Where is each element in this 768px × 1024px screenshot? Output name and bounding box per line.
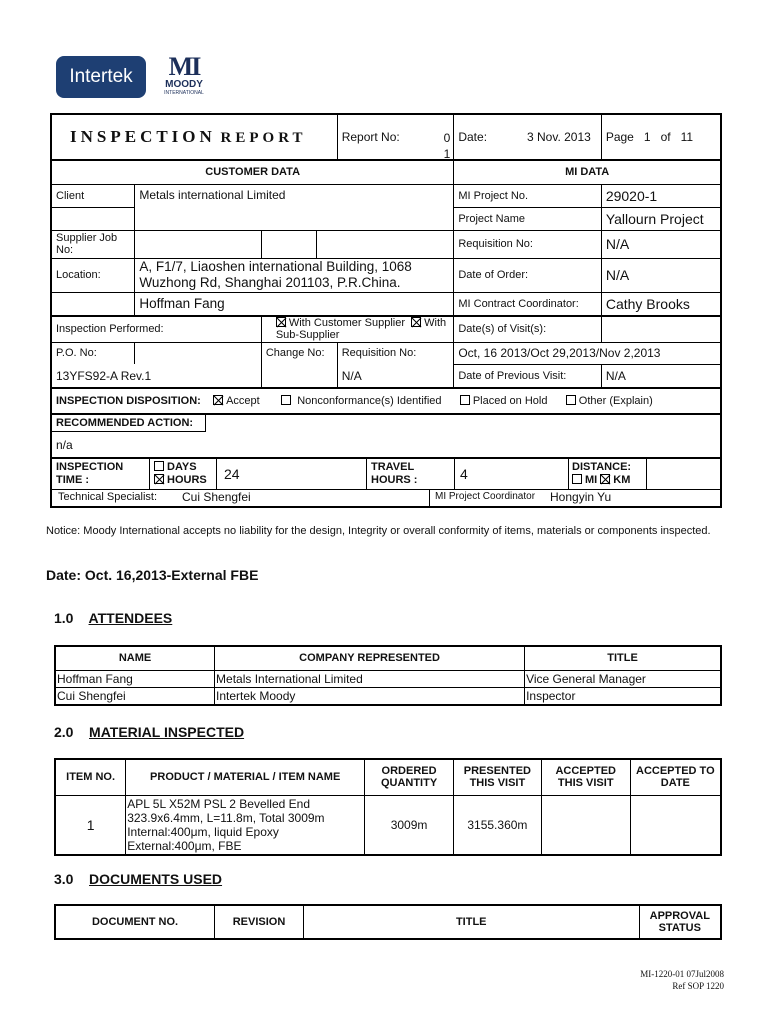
distance-options [572,461,631,487]
report-header-table [50,113,722,508]
attendees-heading [54,610,172,626]
specialist-value: Cui Shengfei [182,490,251,504]
other-checkbox[interactable] [566,395,576,405]
inspection-disposition-row [51,388,721,414]
report-date-value: 3 Nov. 2013 [527,130,591,144]
material-heading [54,724,244,740]
po-value: 13YFS92-A Rev.1 [51,364,261,388]
mi-label: MI [585,474,598,486]
contact-value: Hoffman Fang [135,292,454,316]
order-date-value: N/A [601,258,721,292]
documents-header-title: TITLE [303,905,639,939]
location-label: Location: [51,258,135,292]
inspection-performed-options [261,316,454,342]
documents-table [54,904,722,940]
material-desc-line: Internal:400μm, liquid Epoxy [127,824,279,839]
requisition-no-label: Requisition No: [337,342,454,364]
inspection-performed-label: Inspection Performed: [51,316,261,342]
other-label: Other (Explain) [578,395,653,407]
time-row [51,458,721,490]
with-sub-supplier-label: With Sub-Supplier [275,317,447,342]
table-row [55,687,721,705]
mi-data-heading: MI DATA [454,160,721,184]
material-header-accepted-date: ACCEPTED TO DATE [630,759,721,795]
project-name-value: Yallourn Project [601,207,721,230]
attendees-number: 1.0 [54,610,74,626]
material-number: 2.0 [54,724,74,740]
documents-header-doc-no: DOCUMENT NO. [55,905,215,939]
supplier-job-cell-2 [261,230,316,258]
inspection-time-label-1: INSPECTION [56,461,124,473]
attendee-company: Metals International Limited [215,670,525,687]
days-checkbox[interactable] [154,461,164,471]
attendees-table [54,645,722,706]
po-label-cont [135,342,261,364]
mi-project-no-value: 29020-1 [601,184,721,207]
recommended-action-value: n/a [51,432,721,458]
mi-requisition-label: Requisition No: [454,230,601,258]
mi-project-no-label: MI Project No. [454,184,601,207]
nonconformance-label: Nonconformance(s) Identified [297,395,442,407]
attendee-company: Intertek Moody [215,687,525,705]
attendee-title: Inspector [525,687,721,705]
table-row [55,795,721,855]
form-code: MI-1220-01 07Jul2008 [640,969,724,979]
visit-dates-label: Date(s) of Visit(s): [454,316,601,342]
attendees-header-name: NAME [55,646,215,670]
documents-header-revision: REVISION [215,905,304,939]
distance-label: DISTANCE: [572,461,632,473]
client-value: Metals international Limited [135,184,454,230]
km-checkbox[interactable] [600,474,610,484]
material-desc-line: External:400μm, FBE [127,838,242,853]
report-date-label: Date: [458,130,488,144]
coordinator-label: MI Contract Coordinator: [454,292,601,316]
travel-hours-value: 4 [460,466,468,482]
moody-logo-subtext: INTERNATIONAL [164,90,204,96]
material-header-presented: PRESENTED THIS VISIT [453,759,541,795]
inspection-time-label [56,461,123,487]
mi-checkbox[interactable] [572,474,582,484]
documents-heading [54,871,222,887]
material-desc-line: APL 5L X52M PSL 2 Bevelled End [127,796,310,811]
documents-title: DOCUMENTS USED [89,871,223,887]
specialist-label: Technical Specialist: [58,491,158,503]
project-name-label: Project Name [454,207,601,230]
prev-visit-label: Date of Previous Visit: [454,364,601,388]
contact-label-spacer [51,292,135,316]
with-sub-supplier-checkbox[interactable] [411,317,421,327]
hours-checkbox[interactable] [154,474,164,484]
coordinator-value: Cathy Brooks [601,292,721,316]
with-customer-supplier-label: With Customer Supplier [288,317,405,330]
supplier-job-label: Supplier Job No: [51,230,135,258]
table-row [55,670,721,687]
page-label: Page [605,130,634,144]
report-no-digit-1: 0 [443,131,451,145]
order-date-label: Date of Order: [454,258,601,292]
project-coordinator-label: MI Project Coordinator [435,491,536,502]
form-footer [640,968,724,992]
disposition-label: INSPECTION DISPOSITION: [56,395,201,407]
material-header-ordered: ORDERED QUANTITY [365,759,454,795]
location-line-1: A, F1/7, Liaoshen international Building, 1068 [139,259,412,274]
inspection-time-value: 24 [224,466,240,482]
travel-hours-label-1: TRAVEL [371,461,415,473]
km-label: KM [613,474,631,486]
mi-requisition-value: N/A [601,230,721,258]
intertek-logo [56,56,146,98]
material-header-item-no: ITEM NO. [55,759,126,795]
report-no-label: Report No: [341,130,400,144]
customer-data-heading: CUSTOMER DATA [51,160,454,184]
location-value [135,258,454,292]
time-unit-options [154,461,207,487]
material-ordered: 3009m [365,795,454,855]
material-description [126,795,365,855]
page-of: of [660,130,671,144]
accept-label: Accept [226,395,260,407]
intertek-logo-text: Intertek [69,66,133,87]
liability-notice: Notice: Moody International accepts no liability for the design, Integrity or overall conformity of items, materials or components inspected. [46,525,711,537]
specialist-row [51,490,721,508]
report-date-cell [454,114,601,160]
attendees-header-company: COMPANY REPRESENTED [215,646,525,670]
on-hold-checkbox[interactable] [460,395,470,405]
material-table [54,758,722,856]
material-header-accepted-visit: ACCEPTED THIS VISIT [541,759,630,795]
travel-hours-label [371,461,417,487]
supplier-job-cell-3 [316,230,454,258]
hours-label: HOURS [167,474,207,486]
page-cell [601,114,721,160]
recommended-action-label: RECOMMENDED ACTION: [52,415,206,432]
attendee-title: Vice General Manager [525,670,721,687]
material-desc-line: 323.9x6.4mm, L=11.8m, Total 3009m [127,810,325,825]
project-coordinator-value: Hongyin Yu [550,490,612,504]
page-value: 1 [643,130,651,144]
nonconformance-checkbox[interactable] [281,395,291,405]
client-label: Client [51,184,135,207]
date-heading: Date: Oct. 16,2013-External FBE [46,567,259,583]
client-label-spacer [51,207,135,230]
location-line-2: Wuzhong Rd, Shanghai 201103, P.R.China. [139,275,401,290]
change-no-value [261,364,337,388]
material-item-no: 1 [55,795,126,855]
material-title: MATERIAL INSPECTED [89,724,245,740]
report-title [51,114,337,160]
visit-dates-spacer [601,316,721,342]
po-label: P.O. No: [51,342,135,364]
documents-number: 3.0 [54,871,74,887]
material-header-product: PRODUCT / MATERIAL / ITEM NAME [126,759,365,795]
report-no-digit-2: 1 [443,147,451,161]
with-customer-supplier-checkbox[interactable] [276,317,286,327]
moody-logo-text: MOODY [165,79,203,90]
page-total: 11 [680,130,694,144]
report-no-cell [337,114,454,160]
inspection-time-label-2: TIME : [56,474,89,486]
attendee-name: Hoffman Fang [55,670,215,687]
days-label: DAYS [167,461,197,473]
report-title-a: INSPECTION [70,127,216,146]
supplier-job-cell-1 [135,230,261,258]
material-presented: 3155.360m [453,795,541,855]
attendees-header-title: TITLE [525,646,721,670]
travel-hours-label-2: HOURS : [371,474,418,486]
sop-reference: Ref SOP 1220 [672,981,724,991]
accept-checkbox[interactable] [213,395,223,405]
visit-dates-value: Oct, 16 2013/Oct 29,2013/Nov 2,2013 [454,342,721,364]
material-accepted-date [630,795,721,855]
attendee-name: Cui Shengfei [55,687,215,705]
material-accepted-visit [541,795,630,855]
recommended-action-row [51,414,721,432]
change-no-label: Change No: [261,342,337,364]
prev-visit-value: N/A [601,364,721,388]
requisition-no-value: N/A [337,364,454,388]
report-title-b: REPORT [220,130,307,146]
documents-header-approval: APPROVAL STATUS [639,905,721,939]
on-hold-label: Placed on Hold [472,395,548,407]
attendees-title: ATTENDEES [88,610,173,626]
moody-logo-mark: MI [168,52,200,81]
moody-logo [158,54,210,100]
